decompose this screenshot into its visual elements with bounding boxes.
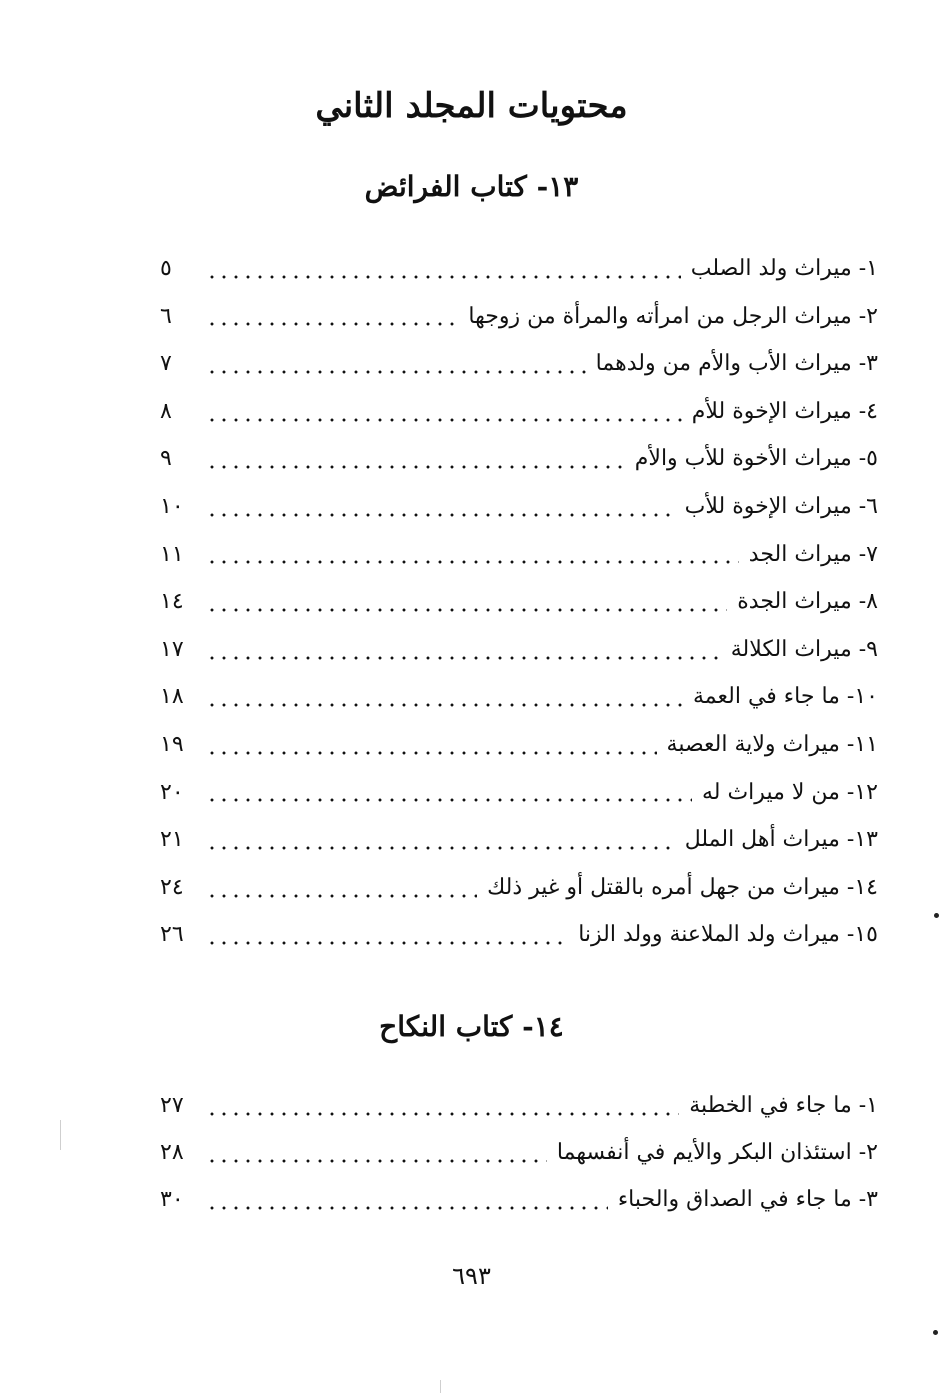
page-title: محتويات المجلد الثاني: [315, 86, 628, 126]
toc-entry-title: ٦- ميراث الإخوة للأب: [684, 493, 878, 519]
toc-entry: [160, 721, 878, 769]
dot-leader: [206, 941, 568, 945]
page-number: ٦٩٣: [452, 1262, 491, 1290]
dot-leader: [206, 751, 657, 755]
toc-entry-page: ٢٨: [160, 1140, 184, 1165]
dot-leader: [206, 322, 458, 326]
toc-entry: [160, 293, 878, 341]
toc-entry: [160, 388, 878, 436]
toc-entry-title: ١٥- ميراث ولد الملاعنة وولد الزنا: [578, 922, 878, 948]
toc-entry: [160, 531, 878, 579]
toc-entry-title: ٤- ميراث الإخوة للأم: [691, 398, 878, 424]
dot-leader: [206, 1159, 547, 1163]
toc-entry-title: ٢- ميراث الرجل من امرأته والمرأة من زوجها: [468, 303, 878, 329]
toc-entry: [160, 340, 878, 388]
toc-entry-page: ٢٤: [160, 874, 184, 900]
toc-entry-title: ١- ما جاء في الخطبة: [689, 1093, 878, 1118]
toc-entry-title: ١- ميراث ولد الصلب: [690, 256, 878, 281]
scan-speck: [933, 1330, 938, 1335]
toc-entry-title: ٩- ميراث الكلالة: [730, 636, 878, 662]
toc-entry-page: ٥: [160, 256, 172, 281]
toc-entry-page: ٧: [160, 351, 172, 377]
dot-leader: [206, 656, 721, 660]
dot-leader: [206, 608, 727, 612]
dot-leader: [206, 418, 682, 422]
toc-entry-page: ١٤: [160, 589, 184, 615]
toc-list-nikah: [160, 1082, 878, 1223]
toc-entry-page: ٢٦: [160, 922, 184, 948]
toc-entry: [160, 1129, 878, 1176]
dot-leader: [206, 703, 683, 707]
toc-entry-title: ١٣- ميراث أهل الملل: [684, 827, 878, 853]
section-title-faraid: ١٣- كتاب الفرائض: [364, 170, 579, 203]
dot-leader: [206, 465, 625, 469]
toc-entry-title: ٣- ما جاء في الصداق والحباء: [617, 1187, 878, 1212]
toc-entry-page: ١٩: [160, 731, 184, 757]
toc-entry: [160, 816, 878, 864]
toc-entry-page: ١٠: [160, 493, 184, 519]
toc-entry: [160, 245, 878, 293]
toc-entry-title: ٧- ميراث الجد: [748, 541, 878, 567]
toc-entry: [160, 435, 878, 483]
scan-speck: [934, 913, 939, 918]
toc-entry-page: ٢٧: [160, 1093, 184, 1118]
dot-leader: [206, 846, 675, 850]
toc-entry-title: ٢- استئذان البكر والأيم في أنفسهما: [556, 1140, 878, 1165]
toc-entry: [160, 1176, 878, 1223]
toc-entry-title: ١١- ميراث ولاية العصبة: [666, 731, 878, 757]
toc-entry-title: ٥- ميراث الأخوة للأب والأم: [634, 446, 878, 472]
toc-entry-page: ١٧: [160, 636, 184, 662]
toc-entry: [160, 1082, 878, 1129]
toc-entry: [160, 769, 878, 817]
toc-entry: [160, 673, 878, 721]
toc-entry: [160, 911, 878, 959]
toc-entry-page: ١٨: [160, 684, 184, 710]
toc-entry: [160, 626, 878, 674]
toc-entry-title: ١٠- ما جاء في العمة: [693, 684, 878, 710]
toc-entry: [160, 578, 878, 626]
toc-entry-page: ١١: [160, 541, 184, 567]
dot-leader: [206, 560, 739, 564]
scan-mark: [60, 1120, 61, 1150]
section-title-nikah: ١٤- كتاب النكاح: [379, 1010, 564, 1043]
dot-leader: [206, 275, 681, 279]
toc-entry-page: ٣٠: [160, 1187, 184, 1212]
dot-leader: [206, 798, 692, 802]
toc-entry-page: ٩: [160, 446, 172, 472]
toc-entry: [160, 483, 878, 531]
toc-entry-page: ٨: [160, 398, 172, 424]
toc-entry-title: ٨- ميراث الجدة: [737, 589, 878, 615]
toc-list-faraid: [160, 245, 878, 959]
toc-entry-title: ٣- ميراث الأب والأم من ولدهما: [595, 351, 878, 377]
dot-leader: [206, 1112, 679, 1116]
toc-entry-page: ٦: [160, 303, 172, 329]
toc-entry-title: ١٤- ميراث من جهل أمره بالقتل أو غير ذلك: [487, 874, 878, 900]
toc-entry-page: ٢١: [160, 827, 184, 853]
scan-mark: [440, 1380, 441, 1393]
toc-entry: [160, 864, 878, 912]
dot-leader: [206, 1206, 608, 1210]
toc-entry-title: ١٢- من لا ميراث له: [701, 779, 878, 805]
dot-leader: [206, 370, 586, 374]
dot-leader: [206, 513, 675, 517]
toc-entry-page: ٢٠: [160, 779, 184, 805]
dot-leader: [206, 894, 477, 898]
